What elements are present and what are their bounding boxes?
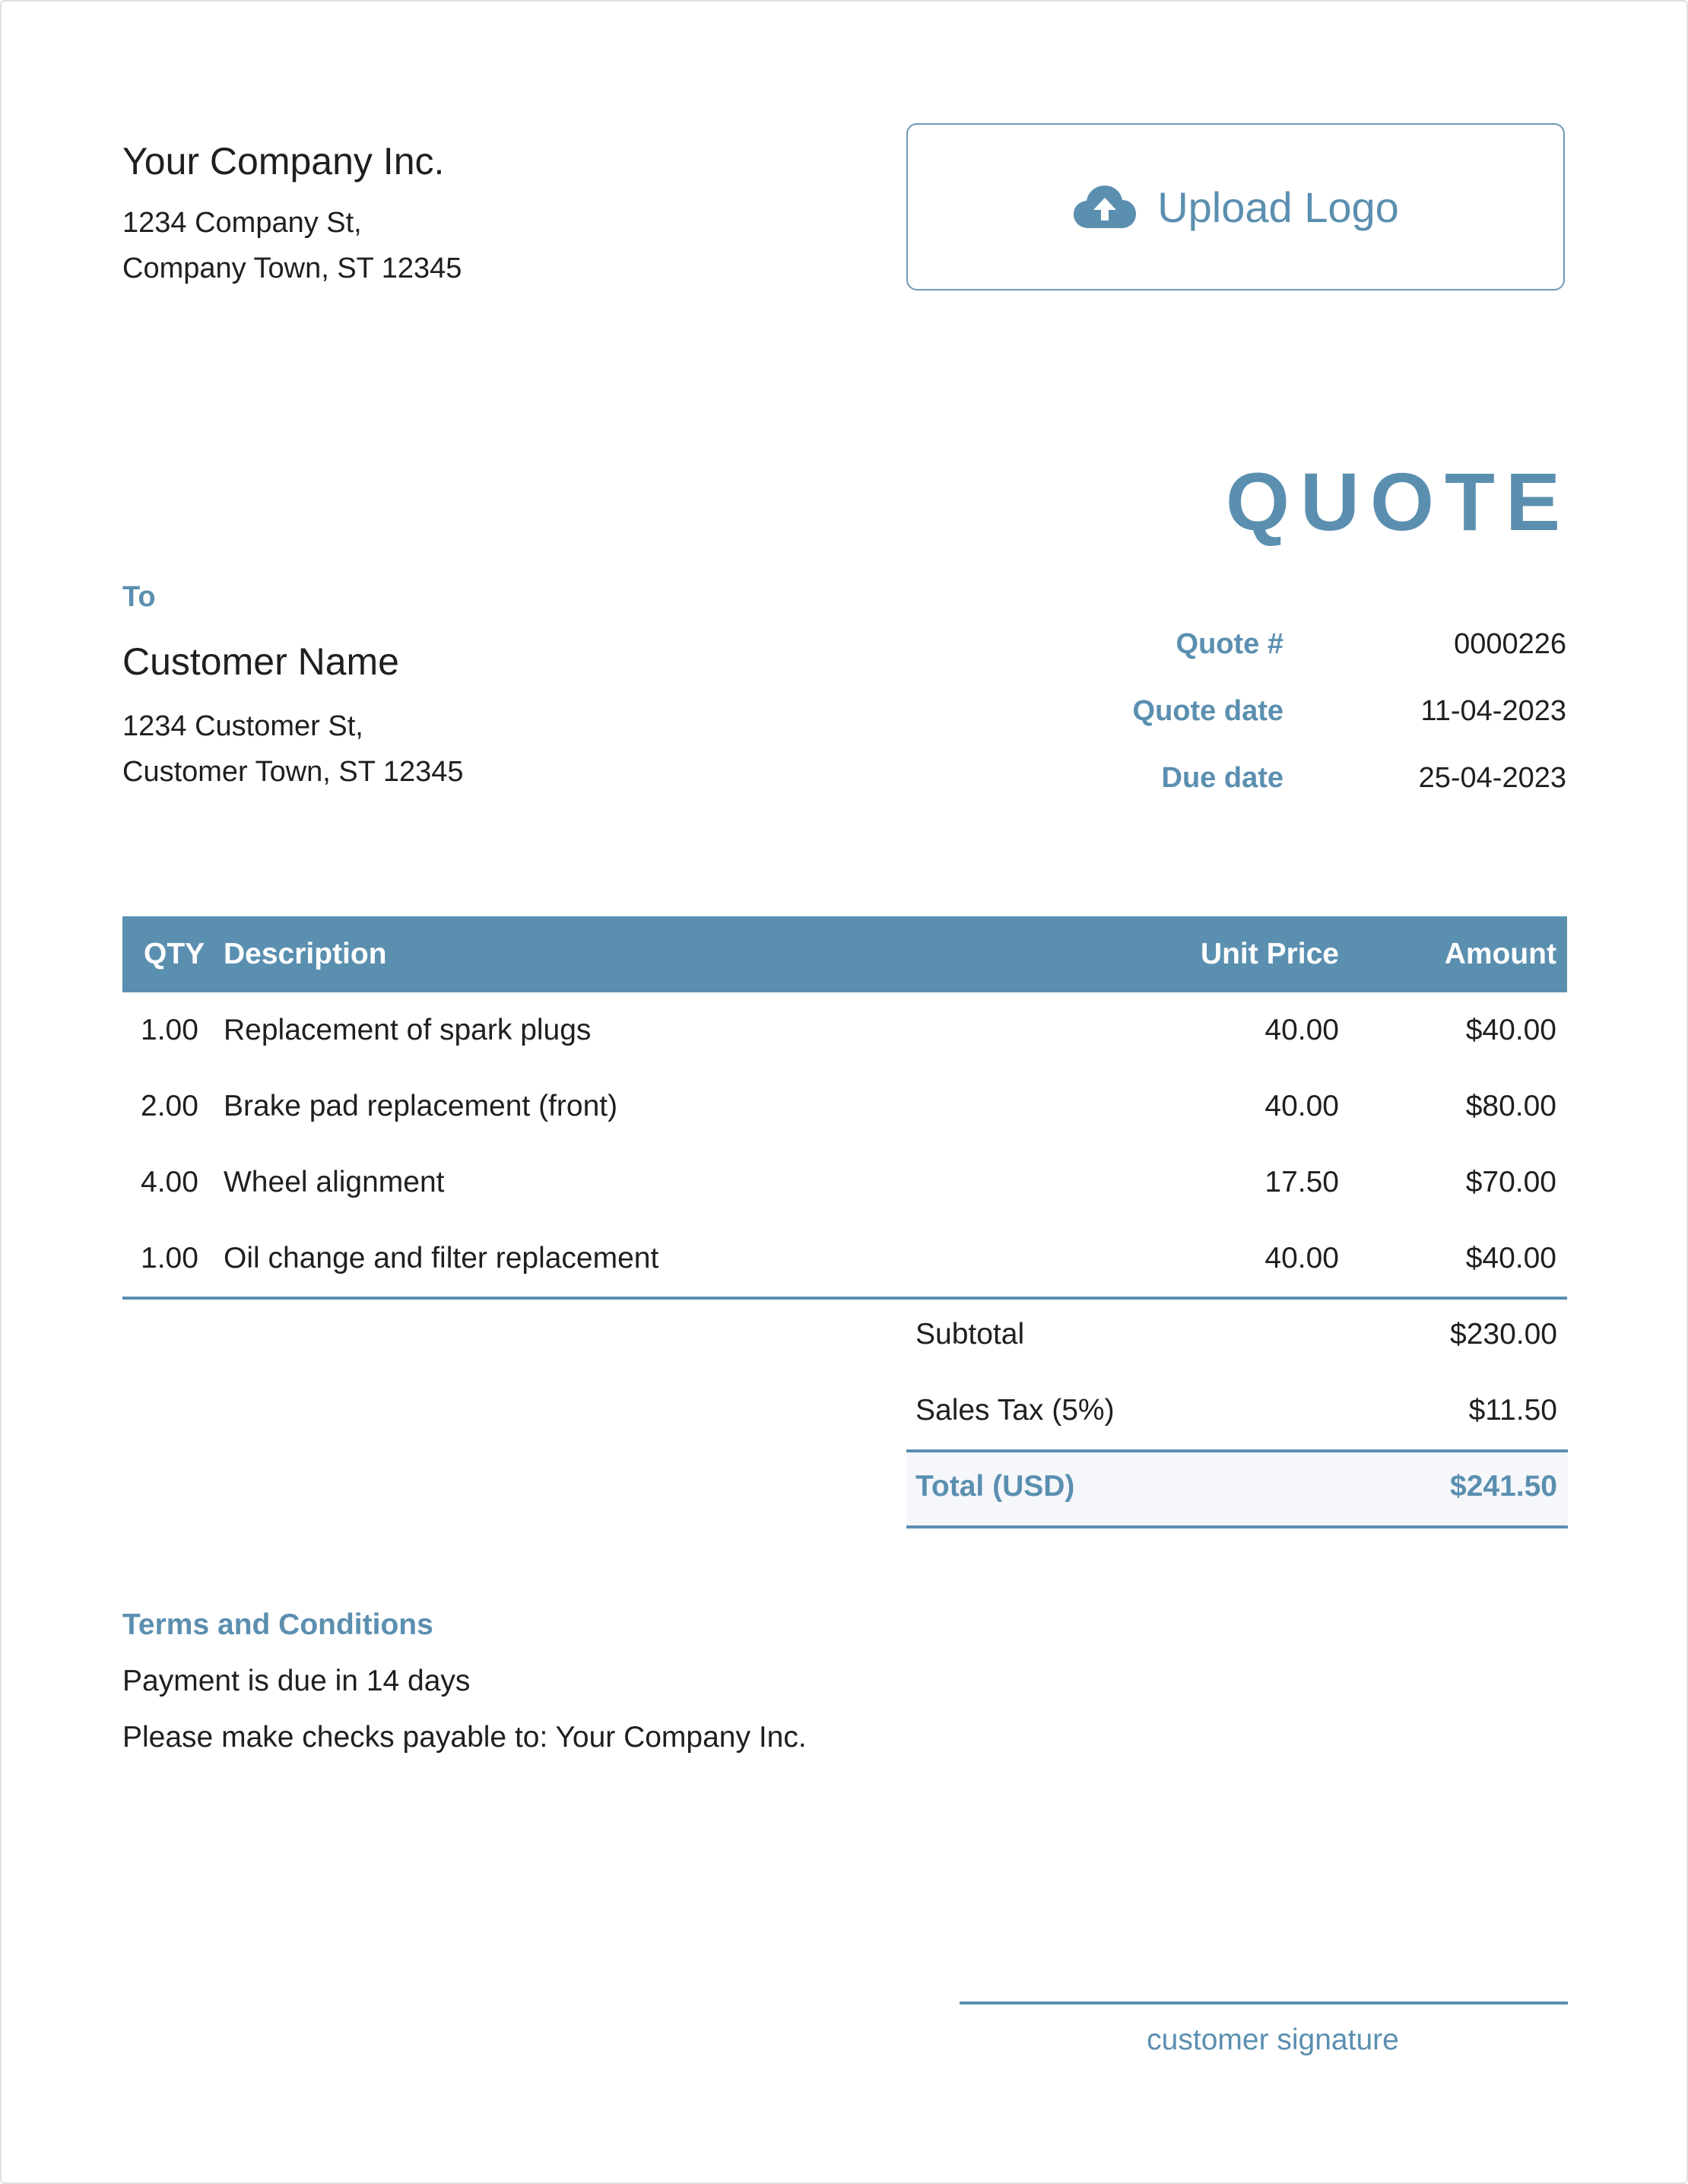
row-unit-price: 40.00 — [1264, 1014, 1339, 1046]
table-row — [122, 992, 1567, 1068]
cloud-upload-icon — [1072, 184, 1137, 230]
header-qty: QTY — [144, 938, 205, 970]
company-name: Your Company Inc. — [122, 140, 445, 183]
subtotal-value: $230.00 — [1450, 1318, 1557, 1351]
subtotal-label: Subtotal — [915, 1318, 1025, 1351]
signature-label: customer signature — [1147, 2024, 1399, 2056]
company-address-line1: 1234 Company St, — [122, 207, 362, 239]
row-amount: $40.00 — [1465, 1014, 1556, 1046]
header-unit-price: Unit Price — [1200, 938, 1339, 970]
table-row — [122, 1068, 1567, 1144]
table-divider — [122, 1297, 1567, 1300]
terms-heading: Terms and Conditions — [122, 1608, 433, 1641]
line-items-table — [122, 916, 1567, 1297]
header-description: Description — [224, 938, 387, 970]
company-address-line2: Company Town, ST 12345 — [122, 252, 462, 284]
sales-tax-value: $11.50 — [1468, 1394, 1557, 1427]
customer-address-line2: Customer Town, ST 12345 — [122, 756, 464, 788]
row-unit-price: 40.00 — [1264, 1090, 1339, 1122]
row-description: Replacement of spark plugs — [224, 1014, 592, 1046]
sales-tax-label: Sales Tax (5%) — [915, 1394, 1115, 1427]
customer-name: Customer Name — [122, 640, 399, 683]
upload-logo-label: Upload Logo — [1157, 183, 1399, 231]
row-amount: $80.00 — [1465, 1090, 1556, 1122]
upload-logo-button[interactable] — [906, 123, 1565, 290]
due-date-value: 25-04-2023 — [1418, 762, 1566, 794]
table-header — [122, 916, 1567, 992]
to-label: To — [122, 581, 156, 613]
quote-date-value: 11-04-2023 — [1420, 695, 1566, 727]
quote-date-label: Quote date — [1132, 695, 1283, 727]
quote-number-label: Quote # — [1176, 628, 1283, 660]
row-qty: 2.00 — [141, 1090, 198, 1122]
row-qty: 1.00 — [141, 1014, 198, 1046]
row-description: Oil change and filter replacement — [224, 1242, 659, 1275]
terms-line: Payment is due in 14 days — [122, 1665, 471, 1697]
row-amount: $70.00 — [1465, 1166, 1556, 1198]
row-qty: 1.00 — [141, 1242, 198, 1275]
table-row — [122, 1144, 1567, 1221]
due-date-label: Due date — [1161, 762, 1283, 794]
total-label: Total (USD) — [915, 1470, 1075, 1503]
header-amount: Amount — [1444, 938, 1556, 970]
quote-number-value: 0000226 — [1454, 628, 1566, 660]
signature-line[interactable] — [960, 2001, 1568, 2005]
row-unit-price: 17.50 — [1264, 1166, 1339, 1198]
row-unit-price: 40.00 — [1264, 1242, 1339, 1275]
customer-address-line1: 1234 Customer St, — [122, 710, 363, 742]
table-row — [122, 1221, 1567, 1297]
total-value: $241.50 — [1450, 1470, 1557, 1503]
row-description: Wheel alignment — [224, 1166, 445, 1198]
row-description: Brake pad replacement (front) — [224, 1090, 618, 1122]
row-amount: $40.00 — [1465, 1242, 1556, 1275]
row-qty: 4.00 — [141, 1166, 198, 1198]
terms-line: Please make checks payable to: Your Company Inc. — [122, 1721, 807, 1754]
document-title: QUOTE — [1225, 456, 1571, 548]
